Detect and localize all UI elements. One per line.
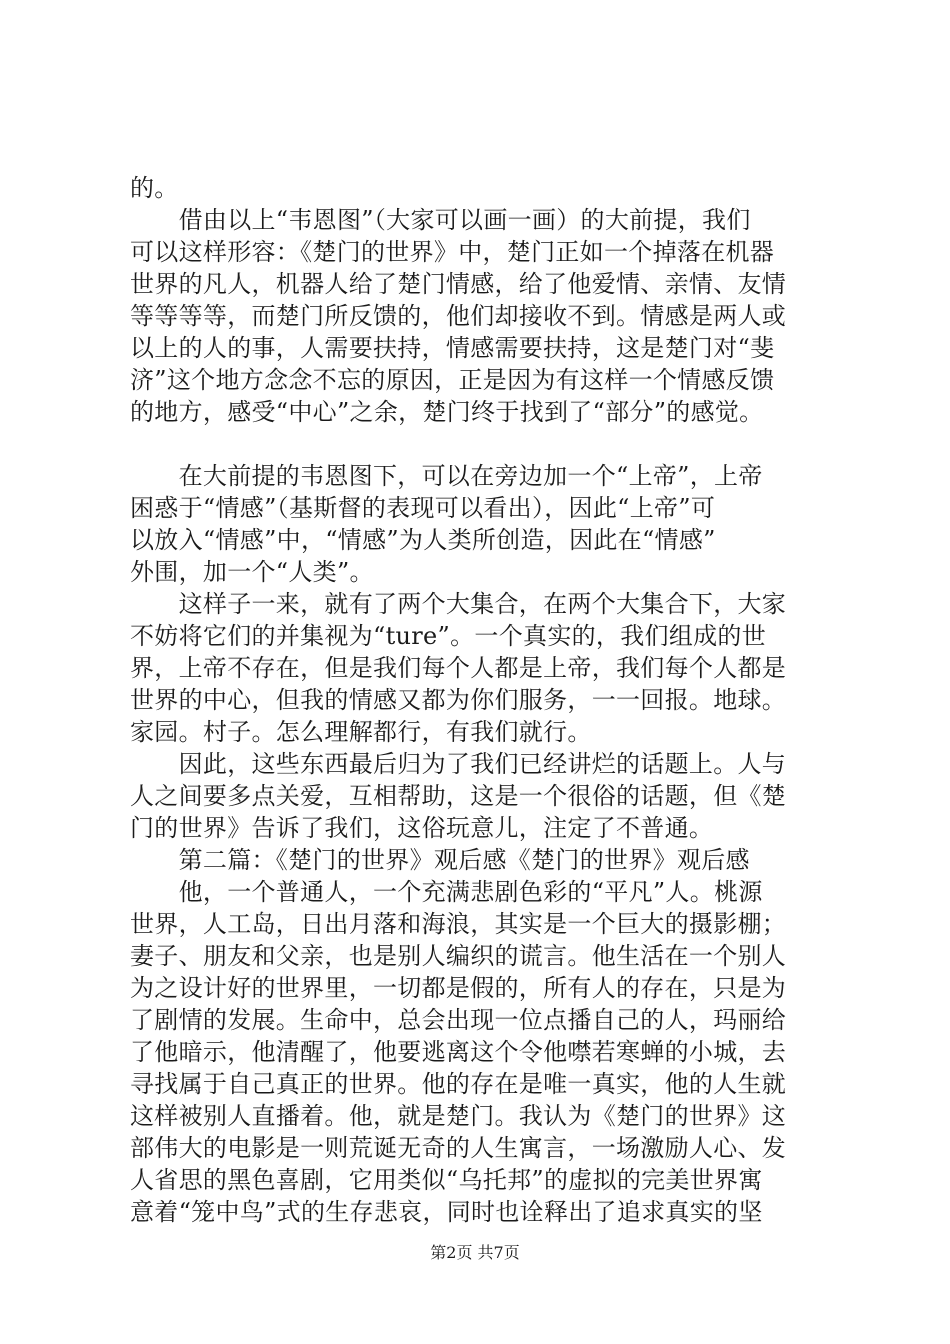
text-line: 部伟大的电影是一则荒诞无奇的人生寓言，一场激励人心、发 (130, 1134, 787, 1162)
text-line: 借由以上“韦恩图”（大家可以画一画）的大前提，我们 (130, 206, 751, 234)
page-footer (0, 1243, 950, 1263)
text-line: 人之间要多点关爱，互相帮助，这是一个很俗的话题，但《楚 (130, 782, 787, 810)
text-line: 可以这样形容：《楚门的世界》中，楚门正如一个掉落在机器 (130, 238, 775, 266)
text-line: 界，上帝不存在，但是我们每个人都是上帝，我们每个人都是 (130, 654, 787, 682)
text-line: 的地方，感受“中心”之余，楚门终于找到了“部分”的感觉。 (130, 398, 764, 426)
text-line: 世界的凡人，机器人给了楚门情感，给了他爱情、亲情、友情 (130, 270, 787, 298)
paragraph-gap (130, 428, 842, 460)
text-line: 外围，加一个“人类”。 (130, 558, 374, 586)
text-line: 济”这个地方念念不忘的原因，正是因为有这样一个情感反馈 (130, 366, 775, 394)
document-body (130, 172, 842, 1228)
text-line: 的。 (130, 174, 179, 202)
text-line: 寻找属于自己真正的世界。他的存在是唯一真实，他的人生就 (130, 1070, 787, 1098)
text-line: 人省思的黑色喜剧，它用类似“乌托邦”的虚拟的完美世界寓 (130, 1166, 763, 1194)
text-line: 门的世界》告诉了我们，这俗玩意儿，注定了不普通。 (130, 814, 714, 842)
text-line: 了剧情的发展。生命中，总会出现一位点播自己的人，玛丽给 (130, 1006, 787, 1034)
text-line: 在大前提的韦恩图下，可以在旁边加一个“上帝”，上帝 (130, 462, 763, 490)
text-line: 妻子、朋友和父亲，也是别人编织的谎言。他生活在一个别人 (130, 942, 787, 970)
text-line: 困惑于“情感”（基斯督的表现可以看出），因此“上帝”可 (130, 494, 716, 522)
text-line: 意着“笼中鸟”式的生存悲哀，同时也诠释出了追求真实的坚 (130, 1198, 763, 1226)
text-line: 这样被别人直播着。他，就是楚门。我认为《楚门的世界》这 (130, 1102, 787, 1130)
text-line: 世界的中心，但我的情感又都为你们服务，一一回报。地球。 (130, 686, 787, 714)
text-line: 以放入“情感”中，“情感”为人类所创造，因此在“情感” (130, 526, 716, 554)
text-line: 等等等等，而楚门所反馈的，他们却接收不到。情感是两人或 (130, 302, 787, 330)
text-line: 了他暗示，他清醒了，他要逃离这个令他噤若寒蝉的小城，去 (130, 1038, 787, 1066)
text-line: 这样子一来，就有了两个大集合，在两个大集合下，大家 (130, 590, 787, 618)
page-number-label: 第2页 共7页 (430, 1243, 520, 1262)
text-line: 不妨将它们的并集视为“ture”。一个真实的，我们组成的世 (130, 622, 767, 650)
text-line: 家园。村子。怎么理解都行，有我们就行。 (130, 718, 592, 746)
text-line: 世界，人工岛，日出月落和海浪，其实是一个巨大的摄影棚； (130, 910, 787, 938)
text-line: 他，一个普通人，一个充满悲剧色彩的“平凡”人。桃源 (130, 878, 763, 906)
section-heading: 第二篇：《楚门的世界》观后感《楚门的世界》观后感 (130, 846, 750, 874)
text-line: 为之设计好的世界里，一切都是假的，所有人的存在，只是为 (130, 974, 787, 1002)
text-line: 以上的人的事，人需要扶持，情感需要扶持，这是楚门对“斐 (130, 334, 775, 362)
text-line: 因此，这些东西最后归为了我们已经讲烂的话题上。人与 (130, 750, 787, 778)
